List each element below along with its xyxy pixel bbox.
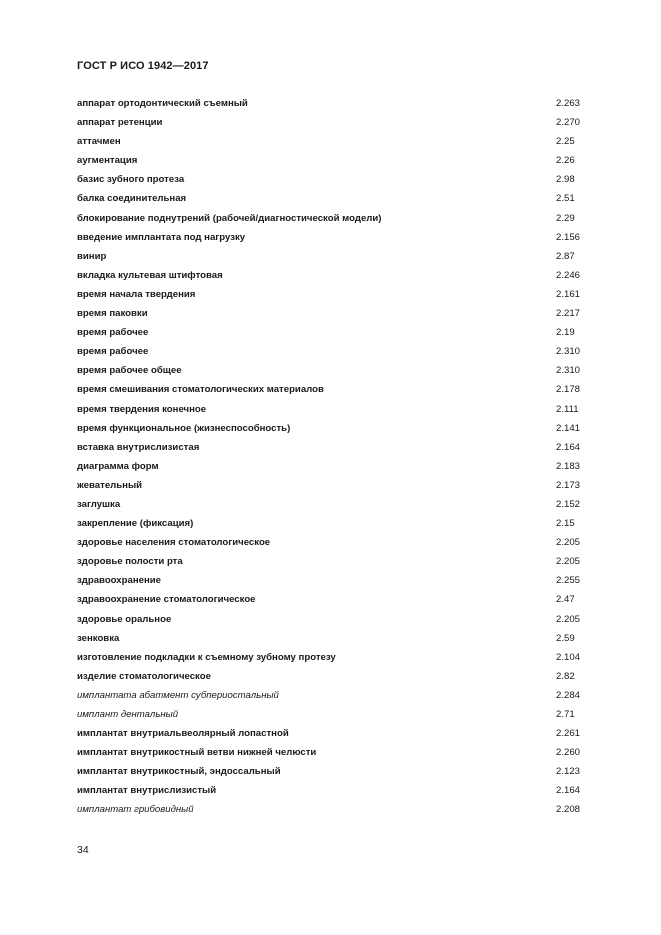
index-entry (77, 516, 597, 535)
term-index-list (77, 96, 597, 822)
index-term: закрепление (фиксация) (77, 518, 194, 530)
index-reference: 2.164 (556, 785, 581, 797)
index-term: здоровье полости рта (77, 556, 183, 568)
index-reference: 2.26 (556, 155, 575, 167)
index-reference: 2.47 (556, 594, 575, 606)
index-entry (77, 478, 597, 497)
index-term: винир (77, 250, 107, 262)
index-reference: 2.255 (556, 575, 581, 587)
index-term: введение имплантата под нагрузку (77, 231, 246, 243)
index-reference: 2.71 (556, 709, 575, 720)
index-reference: 2.15 (556, 518, 575, 530)
index-entry (77, 172, 597, 191)
index-entry (77, 764, 597, 783)
index-reference: 2.82 (556, 670, 575, 682)
index-entry (77, 421, 597, 440)
index-reference: 2.141 (556, 422, 581, 434)
index-entry (77, 802, 597, 821)
index-reference: 2.263 (556, 98, 581, 109)
index-term: имплантат внутриальвеолярный лопастной (77, 728, 289, 740)
index-term: вкладка культевая штифтовая (77, 269, 223, 281)
index-entry (77, 115, 597, 134)
index-reference: 2.25 (556, 136, 575, 148)
index-term: жевательный (77, 479, 143, 491)
index-term: время твердения конечное (77, 403, 207, 415)
index-reference: 2.59 (556, 632, 575, 644)
index-entry (77, 592, 597, 611)
index-entry (77, 230, 597, 249)
index-term: блокирование поднутрений (рабочей/диагностической модели) (77, 212, 382, 224)
index-entry (77, 344, 597, 363)
index-reference: 2.87 (556, 250, 575, 262)
index-entry (77, 287, 597, 306)
index-term: базис зубного протеза (77, 174, 185, 186)
index-reference: 2.260 (556, 747, 581, 759)
index-term: имплантат внутрикостный, эндоссальный (77, 766, 281, 778)
index-reference: 2.111 (556, 403, 579, 415)
index-reference: 2.51 (556, 193, 575, 205)
index-term: аппарат ретенции (77, 117, 163, 129)
document-header: ГОСТ Р ИСО 1942—2017 (77, 60, 209, 72)
index-entry (77, 363, 597, 382)
index-term: имплантат внутрислизистый (77, 785, 217, 797)
index-term: имплантата абатмент субпериостальный (77, 689, 279, 701)
index-entry (77, 612, 597, 631)
index-entry (77, 707, 597, 726)
index-entry (77, 382, 597, 401)
index-reference: 2.205 (556, 537, 581, 549)
index-term: здоровье оральное (77, 613, 172, 625)
index-term: балка соединительная (77, 193, 187, 205)
index-reference: 2.310 (556, 365, 581, 377)
index-reference: 2.156 (556, 231, 581, 243)
index-entry (77, 402, 597, 421)
index-entry (77, 191, 597, 210)
index-entry (77, 459, 597, 478)
index-reference: 2.98 (556, 174, 575, 186)
index-entry (77, 650, 597, 669)
index-reference: 2.183 (556, 460, 581, 472)
index-term: изготовление подкладки к съемному зубному протезу (77, 651, 336, 663)
index-entry (77, 745, 597, 764)
index-term: диаграмма форм (77, 460, 159, 472)
index-term: имплант дентальный (77, 709, 179, 720)
index-entry (77, 783, 597, 802)
index-entry (77, 440, 597, 459)
index-reference: 2.164 (556, 441, 581, 453)
index-term: время начала твердения (77, 288, 196, 300)
page-number: 34 (77, 844, 89, 856)
index-term: время смешивания стоматологических материалов (77, 384, 324, 396)
index-term: здравоохранение (77, 575, 161, 587)
index-reference: 2.208 (556, 804, 581, 816)
index-term: время функциональное (жизнеспособность) (77, 422, 291, 434)
index-entry (77, 573, 597, 592)
index-reference: 2.246 (556, 269, 581, 281)
index-reference: 2.284 (556, 689, 581, 701)
index-entry (77, 631, 597, 650)
index-reference: 2.205 (556, 613, 581, 625)
index-reference: 2.205 (556, 556, 581, 568)
index-reference: 2.104 (556, 651, 581, 663)
index-reference: 2.161 (556, 288, 581, 300)
index-reference: 2.310 (556, 346, 581, 358)
index-term: зенковка (77, 632, 120, 644)
index-entry (77, 211, 597, 230)
index-term: аппарат ортодонтический съемный (77, 98, 248, 109)
index-term: аугментация (77, 155, 138, 167)
index-reference: 2.261 (556, 728, 581, 740)
index-entry (77, 726, 597, 745)
index-term: вставка внутрислизистая (77, 441, 200, 453)
index-entry (77, 249, 597, 268)
index-reference: 2.152 (556, 498, 581, 510)
index-entry (77, 306, 597, 325)
index-entry (77, 153, 597, 172)
index-reference: 2.217 (556, 308, 581, 320)
index-entry (77, 688, 597, 707)
index-reference: 2.19 (556, 327, 575, 339)
index-entry (77, 96, 597, 115)
index-entry (77, 669, 597, 688)
index-entry (77, 497, 597, 516)
index-term: аттачмен (77, 136, 121, 148)
index-term: здравоохранение стоматологическое (77, 594, 256, 606)
index-entry (77, 554, 597, 573)
index-term: здоровье населения стоматологическое (77, 537, 271, 549)
index-entry (77, 134, 597, 153)
index-entry (77, 268, 597, 287)
index-term: имплантат грибовидный (77, 804, 194, 816)
index-reference: 2.178 (556, 384, 581, 396)
index-reference: 2.123 (556, 766, 581, 778)
index-term: заглушка (77, 498, 121, 510)
index-entry (77, 325, 597, 344)
index-term: время рабочее (77, 327, 149, 339)
index-term: время рабочее (77, 346, 149, 358)
index-term: изделие стоматологическое (77, 670, 211, 682)
index-term: время паковки (77, 308, 148, 320)
index-reference: 2.270 (556, 117, 581, 129)
index-entry (77, 535, 597, 554)
index-term: имплантат внутрикостный ветви нижней челюсти (77, 747, 317, 759)
index-reference: 2.173 (556, 479, 581, 491)
index-reference: 2.29 (556, 212, 575, 224)
index-term: время рабочее общее (77, 365, 182, 377)
